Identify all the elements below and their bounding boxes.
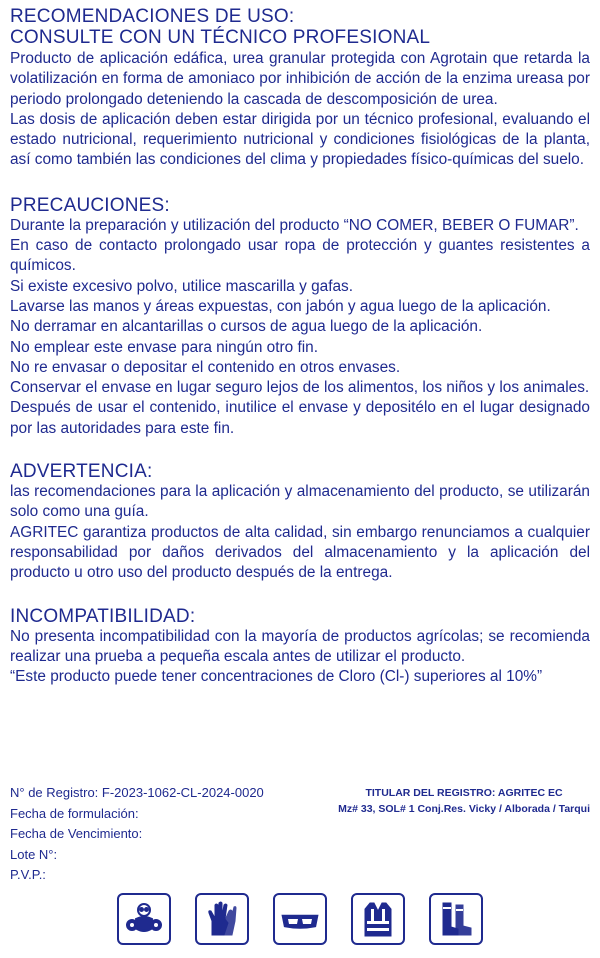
precautions-heading: PRECAUCIONES: xyxy=(10,194,170,216)
holder-address: Mz# 33, SOL# 1 Conj.Res. Vicky / Alborada / Tarqui xyxy=(338,803,590,815)
precaution-item: Conservar el envase en lugar seguro lejos de los alimentos, los niños y los animales. xyxy=(10,379,590,397)
warning-heading: ADVERTENCIA: xyxy=(10,461,153,483)
incompatibility-paragraph-2: “Este producto puede tener concentraciones de Cloro (Cl-) superiores al 10%” xyxy=(10,668,543,686)
ppe-icons xyxy=(0,893,600,949)
goggles-icon xyxy=(273,893,327,945)
precaution-item: Después de usar el contenido, inutilice el envase y depositélo en el lugar designado por las autoridades para este fin. xyxy=(10,399,590,437)
incompatibility-paragraph-1: No presenta incompatibilidad con la mayoría de productos agrícolas; se recomienda realizar una prueba a pequeña escala antes de utilizar el producto. xyxy=(10,627,590,665)
usage-paragraph-1: Producto de aplicación edáfica, urea granular protegida con Agrotain que retarda la volatilización en forma de amoniaco por inhibición de acción de la enzima ureasa por periodo prolongado deteniendo la cascada de descomposición de urea. xyxy=(10,50,590,108)
lot-number: Lote N°: xyxy=(10,846,58,862)
holder-name: TITULAR DEL REGISTRO: AGRITEC EC xyxy=(365,787,563,799)
retail-price: P.V.P.: xyxy=(10,867,46,882)
expiry-date: Fecha de Vencimiento: xyxy=(10,826,143,841)
usage-heading: RECOMENDACIONES DE USO: xyxy=(10,6,295,27)
registration-number: N° de Registro: F-2023-1062-CL-2024-0020 xyxy=(10,785,264,800)
warning-section xyxy=(10,461,590,583)
precaution-item: No re envasar o depositar el contenido en otros envases. xyxy=(10,358,401,376)
registration-holder xyxy=(338,785,590,817)
precaution-item: Lavarse las manos y áreas expuestas, con jabón y agua luego de la aplicación. xyxy=(10,297,551,315)
incompatibility-section xyxy=(10,606,590,688)
formulation-date: Fecha de formulación: xyxy=(10,805,139,821)
precaution-item: No derramar en alcantarillas o cursos de agua luego de la aplicación. xyxy=(10,318,483,336)
registration-footer xyxy=(10,783,590,883)
gloves-icon xyxy=(195,893,249,945)
precautions-section xyxy=(10,195,590,439)
warning-paragraph-2: AGRITEC garantiza productos de alta calidad, sin embargo renunciamos a cualquier responsabilidad por daños derivados del almacenamiento y la aplicación del producto u otro uso del producto después de la entrega. xyxy=(10,523,590,582)
boots-icon xyxy=(429,893,483,945)
registration-details xyxy=(10,783,264,886)
precaution-item: No emplear este envase para ningún otro fin. xyxy=(10,338,319,356)
respirator-icon xyxy=(117,893,171,945)
precaution-item: En caso de contacto prolongado usar ropa de protección y guantes resistentes a químicos. xyxy=(10,237,590,275)
warning-paragraph-1: las recomendaciones para la aplicación y almacenamiento del producto, se utilizarán solo como una guía. xyxy=(10,483,590,521)
consult-heading: CONSULTE CON UN TÉCNICO PROFESIONAL xyxy=(10,27,431,48)
incompatibility-heading: INCOMPATIBILIDAD: xyxy=(10,605,196,627)
usage-section xyxy=(10,6,590,171)
safety-vest-icon xyxy=(351,893,405,945)
precaution-item: Durante la preparación y utilización del producto “NO COMER, BEBER O FUMAR”. xyxy=(10,216,579,234)
precaution-item: Si existe excesivo polvo, utilice mascarilla y gafas. xyxy=(10,277,354,295)
usage-paragraph-2: Las dosis de aplicación deben estar dirigida por un técnico profesional, evaluando el estado nutricional, requerimiento nutricional y condiciones fisiológicas de la planta, así como también las condiciones del clima y propiedades físico-químicas del suelo. xyxy=(10,110,590,169)
